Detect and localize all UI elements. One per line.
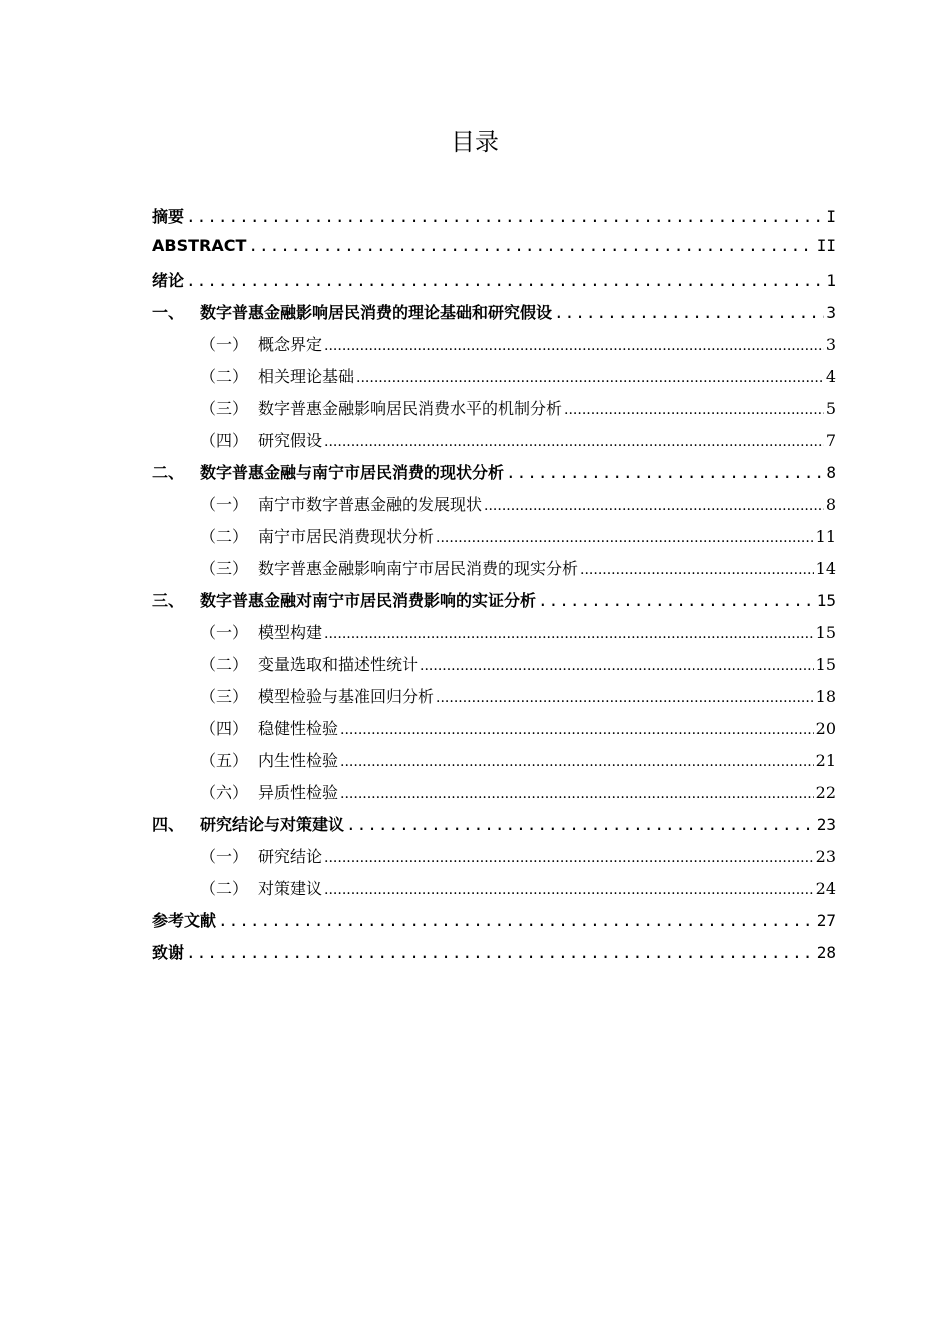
toc-entry[interactable] xyxy=(152,940,836,972)
toc-entry-label: 对策建议 xyxy=(258,879,323,898)
toc-entry-number: （三） xyxy=(200,687,249,706)
toc-entry-number: （四） xyxy=(200,719,249,738)
toc-entry[interactable] xyxy=(152,588,836,620)
toc-entry[interactable] xyxy=(152,492,836,524)
toc-dot-leader xyxy=(186,207,824,226)
toc-entry[interactable] xyxy=(152,652,836,684)
toc-page-number: 8 xyxy=(826,463,836,482)
toc-dot-leader xyxy=(554,303,824,322)
toc-entry[interactable] xyxy=(152,908,836,940)
toc-entry-label: 模型构建 xyxy=(258,623,323,642)
toc-page-number: 28 xyxy=(816,943,836,962)
toc-entry[interactable] xyxy=(152,236,836,268)
toc-page-number: 4 xyxy=(825,367,836,386)
toc-entry[interactable] xyxy=(152,716,836,748)
toc-dot-leader xyxy=(346,815,815,834)
toc-entry-label: 绪论 xyxy=(152,271,185,290)
toc-entry-number: （四） xyxy=(200,431,249,450)
toc-entry-label: 南宁市数字普惠金融的发展现状 xyxy=(258,495,483,514)
table-of-contents xyxy=(152,204,836,972)
toc-entry-number: 二、 xyxy=(152,463,185,482)
toc-dot-leader xyxy=(218,911,815,930)
toc-dot-leader xyxy=(436,690,814,706)
toc-entry-label: 研究结论 xyxy=(258,847,323,866)
toc-dot-leader xyxy=(564,402,824,418)
toc-entry[interactable] xyxy=(152,428,836,460)
toc-entry-number: （五） xyxy=(200,751,249,770)
toc-entry[interactable] xyxy=(152,876,836,908)
toc-dot-leader xyxy=(580,562,814,578)
toc-entry-label: ABSTRACT xyxy=(152,236,247,255)
toc-entry[interactable] xyxy=(152,812,836,844)
toc-entry[interactable] xyxy=(152,268,836,300)
toc-entry-label: 相关理论基础 xyxy=(258,367,355,386)
toc-entry-label: 数字普惠金融影响居民消费的理论基础和研究假设 xyxy=(200,303,553,322)
toc-entry-label: 研究结论与对策建议 xyxy=(200,815,345,834)
toc-entry[interactable] xyxy=(152,748,836,780)
toc-dot-leader xyxy=(324,338,824,354)
toc-entry[interactable] xyxy=(152,556,836,588)
toc-dot-leader xyxy=(186,943,815,962)
toc-page-number: 3 xyxy=(825,335,836,354)
toc-page-number: 20 xyxy=(815,719,836,738)
toc-entry-number: 四、 xyxy=(152,815,185,834)
toc-entry-number: （六） xyxy=(200,783,249,802)
toc-page-number: 22 xyxy=(815,783,836,802)
toc-entry-number: （一） xyxy=(200,495,249,514)
toc-entry-label: 数字普惠金融与南宁市居民消费的现状分析 xyxy=(200,463,505,482)
toc-entry-number: 一、 xyxy=(152,303,185,322)
toc-page-number: 7 xyxy=(825,431,836,450)
toc-dot-leader xyxy=(324,626,814,642)
toc-entry-label: 异质性检验 xyxy=(258,783,339,802)
toc-page-number: 5 xyxy=(825,399,836,418)
toc-entry-label: 数字普惠金融影响南宁市居民消费的现实分析 xyxy=(258,559,579,578)
toc-page-number: 1 xyxy=(826,271,836,290)
toc-page-number: 15 xyxy=(816,591,836,610)
toc-entry-number: （一） xyxy=(200,335,249,354)
toc-page-number: 3 xyxy=(826,303,836,322)
toc-entry-number: （三） xyxy=(200,399,249,418)
toc-entry[interactable] xyxy=(152,300,836,332)
page-title: 目录 xyxy=(451,128,499,156)
toc-entry-label: 数字普惠金融影响居民消费水平的机制分析 xyxy=(258,399,563,418)
toc-entry-label: 参考文献 xyxy=(152,911,217,930)
toc-entry-number: （二） xyxy=(200,879,249,898)
toc-page-number: 8 xyxy=(825,495,836,514)
toc-page-number: 23 xyxy=(815,847,836,866)
toc-entry[interactable] xyxy=(152,524,836,556)
toc-entry-number: （三） xyxy=(200,559,249,578)
toc-entry[interactable] xyxy=(152,396,836,428)
toc-dot-leader xyxy=(340,786,814,802)
toc-page-number: 27 xyxy=(816,911,836,930)
toc-entry-label: 模型检验与基准回归分析 xyxy=(258,687,435,706)
toc-dot-leader xyxy=(356,370,824,386)
toc-page-number: I xyxy=(826,207,836,226)
toc-dot-leader xyxy=(420,658,814,674)
toc-entry-label: 概念界定 xyxy=(258,335,323,354)
toc-page-number: 15 xyxy=(815,655,836,674)
toc-entry-number: （二） xyxy=(200,655,249,674)
toc-entry-label: 变量选取和描述性统计 xyxy=(258,655,419,674)
toc-entry-label: 数字普惠金融对南宁市居民消费影响的实证分析 xyxy=(200,591,537,610)
toc-entry-label: 南宁市居民消费现状分析 xyxy=(258,527,435,546)
toc-entry[interactable] xyxy=(152,460,836,492)
toc-page-number: 24 xyxy=(815,879,836,898)
toc-page-number: II xyxy=(816,236,836,255)
toc-dot-leader xyxy=(484,498,824,514)
toc-entry[interactable] xyxy=(152,620,836,652)
toc-entry-number: （二） xyxy=(200,527,249,546)
toc-dot-leader xyxy=(324,434,824,450)
toc-dot-leader xyxy=(324,882,814,898)
toc-dot-leader xyxy=(506,463,824,482)
toc-entry-number: 三、 xyxy=(152,591,185,610)
toc-page-number: 23 xyxy=(816,815,836,834)
toc-entry-label: 致谢 xyxy=(152,943,185,962)
toc-entry[interactable] xyxy=(152,780,836,812)
toc-page-number: 18 xyxy=(815,687,836,706)
toc-page-number: 15 xyxy=(815,623,836,642)
toc-entry[interactable] xyxy=(152,684,836,716)
toc-entry[interactable] xyxy=(152,844,836,876)
toc-entry[interactable] xyxy=(152,332,836,364)
toc-entry-number: （二） xyxy=(200,367,249,386)
toc-entry-label: 研究假设 xyxy=(258,431,323,450)
toc-dot-leader xyxy=(248,236,814,255)
toc-dot-leader xyxy=(436,530,814,546)
toc-entry[interactable] xyxy=(152,204,836,236)
toc-page-number: 11 xyxy=(815,527,836,546)
toc-page-number: 14 xyxy=(815,559,836,578)
toc-dot-leader xyxy=(340,722,814,738)
toc-dot-leader xyxy=(340,754,814,770)
toc-entry-label: 稳健性检验 xyxy=(258,719,339,738)
toc-dot-leader xyxy=(538,591,815,610)
toc-entry[interactable] xyxy=(152,364,836,396)
toc-entry-label: 内生性检验 xyxy=(258,751,339,770)
toc-entry-number: （一） xyxy=(200,623,249,642)
toc-dot-leader xyxy=(324,850,814,866)
toc-entry-label: 摘要 xyxy=(152,207,185,226)
toc-entry-number: （一） xyxy=(200,847,249,866)
toc-page-number: 21 xyxy=(815,751,836,770)
toc-dot-leader xyxy=(186,271,824,290)
